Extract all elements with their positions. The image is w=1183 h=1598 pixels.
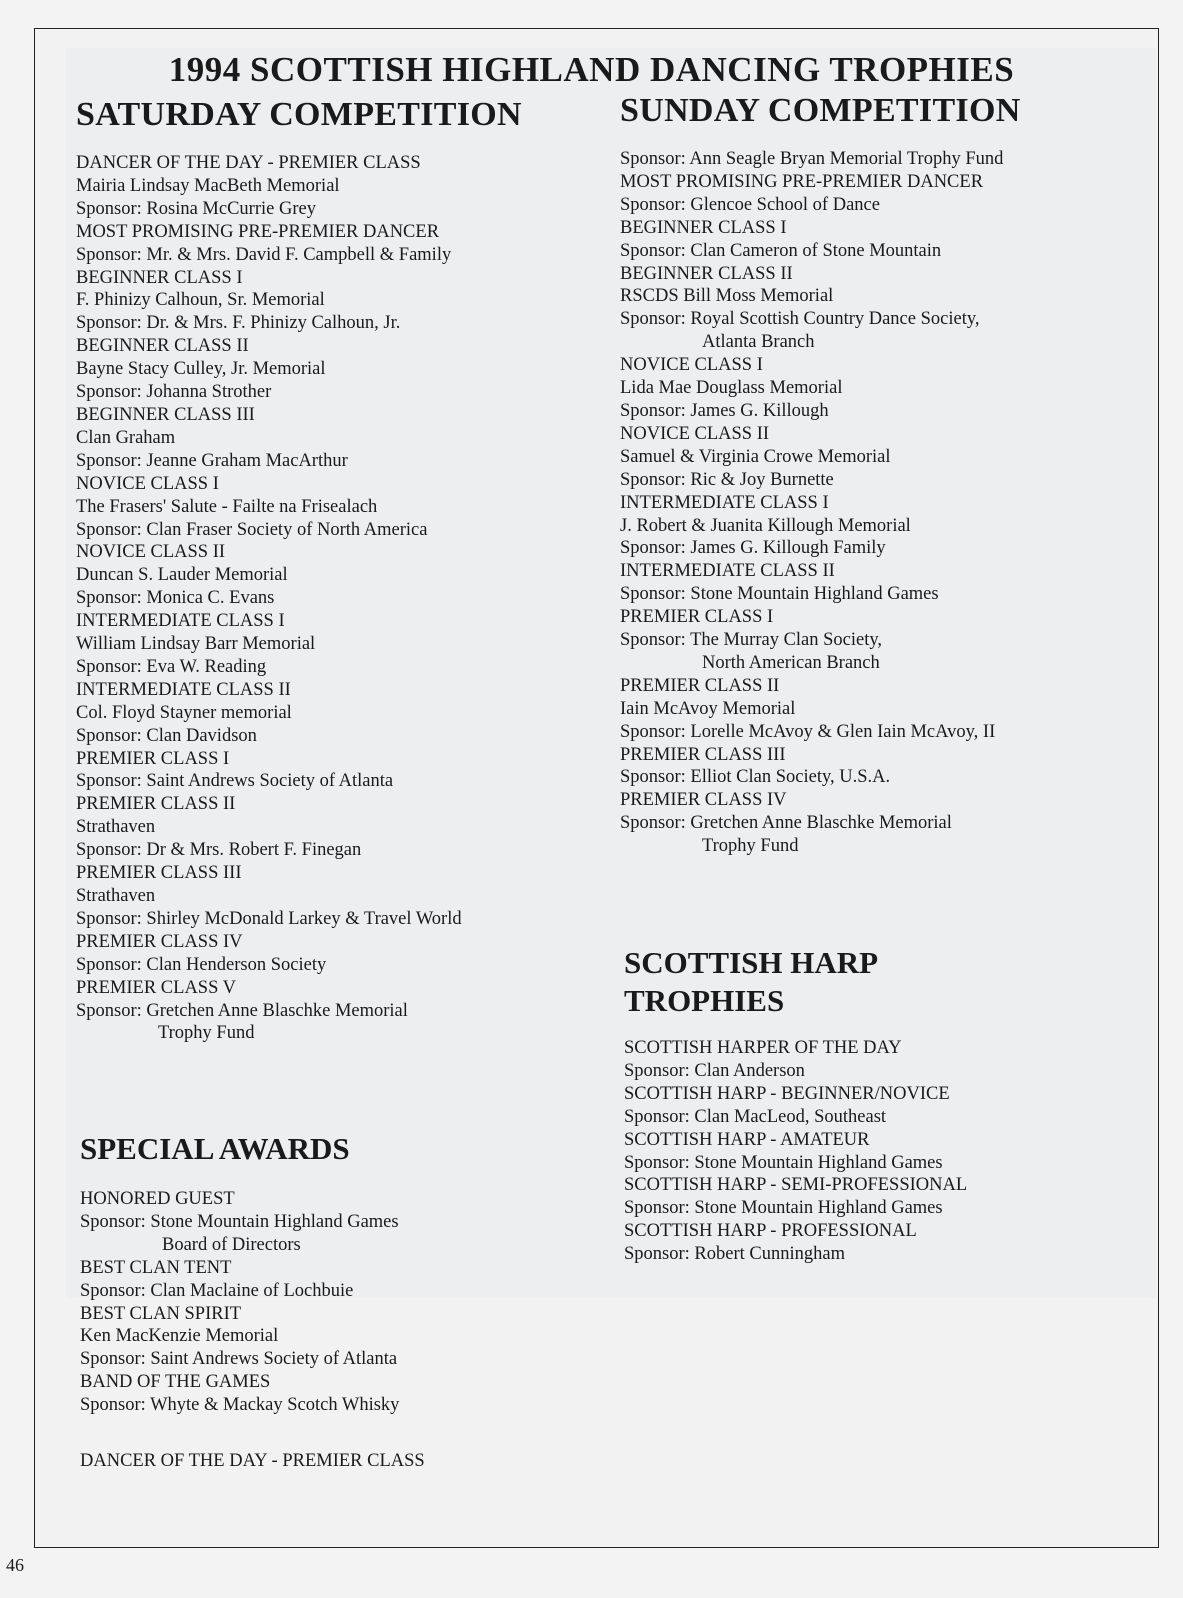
saturday-line: Col. Floyd Stayner memorial: [76, 702, 292, 723]
saturday-line: William Lindsay Barr Memorial: [76, 634, 316, 655]
harp-line: SCOTTISH HARP - SEMI-PROFESSIONAL: [624, 1175, 968, 1196]
sunday-list: [620, 148, 1021, 858]
sunday-line: PREMIER CLASS II: [620, 675, 780, 696]
saturday-line: PREMIER CLASS V: [76, 977, 237, 998]
saturday-line: Sponsor: Eva W. Reading: [76, 656, 267, 677]
special-line: Sponsor: Stone Mountain Highland Games: [80, 1211, 399, 1232]
saturday-line: PREMIER CLASS I: [76, 748, 230, 769]
sunday-line: Sponsor: Glencoe School of Dance: [620, 194, 880, 215]
saturday-line: The Frasers' Salute - Failte na Frisealach: [76, 496, 378, 517]
saturday-line: Sponsor: Clan Davidson: [76, 725, 257, 746]
saturday-line: Sponsor: Clan Fraser Society of North America: [76, 519, 428, 540]
saturday-line: F. Phinizy Calhoun, Sr. Memorial: [76, 290, 325, 311]
saturday-line: PREMIER CLASS II: [76, 794, 236, 815]
special-awards-section: [80, 1130, 425, 1473]
page-title: 1994 SCOTTISH HIGHLAND DANCING TROPHIES: [168, 50, 1015, 89]
saturday-line: BEGINNER CLASS III: [76, 404, 255, 425]
special-line: Board of Directors: [162, 1234, 301, 1255]
sunday-heading: SUNDAY COMPETITION: [620, 92, 1021, 129]
sunday-line: Trophy Fund: [702, 836, 799, 857]
harp-line: Sponsor: Stone Mountain Highland Games: [624, 1152, 943, 1173]
special-footer-line: DANCER OF THE DAY - PREMIER CLASS: [80, 1451, 425, 1472]
harp-line: SCOTTISH HARP - BEGINNER/NOVICE: [624, 1083, 950, 1104]
harp-list: [624, 1037, 967, 1266]
special-line: Ken MacKenzie Memorial: [80, 1326, 279, 1347]
special-line: Sponsor: Whyte & Mackay Scotch Whisky: [80, 1395, 400, 1416]
saturday-line: Duncan S. Lauder Memorial: [76, 565, 288, 586]
saturday-line: Sponsor: Gretchen Anne Blaschke Memorial: [76, 1000, 408, 1021]
sunday-line: Lida Mae Douglass Memorial: [620, 378, 843, 399]
saturday-line: Clan Graham: [76, 427, 176, 448]
sunday-line: NOVICE CLASS I: [620, 355, 763, 376]
harp-line: SCOTTISH HARP - AMATEUR: [624, 1129, 870, 1150]
special-line: BAND OF THE GAMES: [80, 1372, 271, 1393]
harp-heading-line1: SCOTTISH HARP: [624, 945, 879, 980]
saturday-line: NOVICE CLASS II: [76, 542, 226, 563]
sunday-line: North American Branch: [702, 652, 880, 673]
harp-line: Sponsor: Clan Anderson: [624, 1060, 805, 1081]
sunday-line: MOST PROMISING PRE-PREMIER DANCER: [620, 171, 984, 192]
saturday-line: BEGINNER CLASS I: [76, 267, 243, 288]
sunday-line: Sponsor: James G. Killough: [620, 400, 829, 421]
sunday-line: Sponsor: Ric & Joy Burnette: [620, 469, 834, 490]
sunday-line: J. Robert & Juanita Killough Memorial: [620, 515, 911, 536]
harp-section: [624, 944, 967, 1266]
saturday-line: Trophy Fund: [158, 1023, 255, 1044]
saturday-line: Sponsor: Dr. & Mrs. F. Phinizy Calhoun, Jr.: [76, 313, 401, 334]
sunday-line: Sponsor: Clan Cameron of Stone Mountain: [620, 240, 942, 261]
sunday-line: NOVICE CLASS II: [620, 423, 770, 444]
special-awards-heading: SPECIAL AWARDS: [80, 1131, 350, 1166]
saturday-line: Bayne Stacy Culley, Jr. Memorial: [76, 359, 326, 380]
saturday-line: MOST PROMISING PRE-PREMIER DANCER: [76, 221, 440, 242]
sunday-line: BEGINNER CLASS II: [620, 263, 793, 284]
saturday-line: Sponsor: Jeanne Graham MacArthur: [76, 450, 348, 471]
sunday-line: INTERMEDIATE CLASS I: [620, 492, 829, 513]
sunday-line: Sponsor: James G. Killough Family: [620, 538, 886, 559]
sunday-line: Iain McAvoy Memorial: [620, 698, 796, 719]
special-line: Sponsor: Saint Andrews Society of Atlanta: [80, 1349, 398, 1370]
special-line: BEST CLAN TENT: [80, 1257, 232, 1278]
saturday-line: NOVICE CLASS I: [76, 473, 219, 494]
harp-line: Sponsor: Clan MacLeod, Southeast: [624, 1106, 887, 1127]
harp-heading-line2: TROPHIES: [624, 983, 785, 1018]
sunday-line: Sponsor: Elliot Clan Society, U.S.A.: [620, 767, 891, 788]
special-line: BEST CLAN SPIRIT: [80, 1303, 242, 1324]
sunday-line: Sponsor: Ann Seagle Bryan Memorial Trophy Fund: [620, 149, 1004, 169]
saturday-line: Sponsor: Johanna Strother: [76, 382, 272, 403]
sunday-line: PREMIER CLASS IV: [620, 790, 787, 811]
saturday-line: BEGINNER CLASS II: [76, 336, 249, 357]
saturday-line: INTERMEDIATE CLASS II: [76, 679, 291, 700]
saturday-line: Sponsor: Clan Henderson Society: [76, 954, 327, 975]
sunday-line: INTERMEDIATE CLASS II: [620, 561, 835, 582]
special-line: HONORED GUEST: [80, 1189, 235, 1209]
sunday-line: Sponsor: Gretchen Anne Blaschke Memorial: [620, 813, 952, 834]
saturday-line: INTERMEDIATE CLASS I: [76, 611, 285, 632]
sunday-line: RSCDS Bill Moss Memorial: [620, 286, 834, 307]
saturday-line: Strathaven: [76, 886, 156, 906]
sunday-section: [620, 94, 1021, 858]
sunday-line: PREMIER CLASS I: [620, 607, 774, 628]
sunday-line: Samuel & Virginia Crowe Memorial: [620, 446, 891, 467]
harp-line: Sponsor: Robert Cunningham: [624, 1244, 845, 1265]
harp-line: SCOTTISH HARP - PROFESSIONAL: [624, 1221, 917, 1242]
saturday-line: PREMIER CLASS III: [76, 863, 242, 884]
saturday-line: Sponsor: Shirley McDonald Larkey & Travel World: [76, 908, 462, 929]
saturday-list: [76, 152, 522, 1045]
harp-line: Sponsor: Stone Mountain Highland Games: [624, 1198, 943, 1219]
sunday-line: BEGINNER CLASS I: [620, 217, 787, 238]
sunday-line: Sponsor: Royal Scottish Country Dance Society,: [620, 309, 980, 330]
saturday-line: Sponsor: Monica C. Evans: [76, 588, 275, 609]
saturday-line: Sponsor: Saint Andrews Society of Atlanta: [76, 771, 394, 792]
saturday-line: Mairia Lindsay MacBeth Memorial: [76, 175, 340, 196]
saturday-line: Sponsor: Mr. & Mrs. David F. Campbell & Family: [76, 244, 452, 265]
saturday-line: Sponsor: Dr & Mrs. Robert F. Finegan: [76, 840, 362, 861]
sunday-line: Atlanta Branch: [702, 332, 815, 353]
harp-line: SCOTTISH HARPER OF THE DAY: [624, 1038, 902, 1058]
saturday-heading: SATURDAY COMPETITION: [76, 96, 522, 133]
sunday-line: Sponsor: The Murray Clan Society,: [620, 630, 883, 651]
page-number: 46: [6, 1555, 24, 1575]
saturday-line: Strathaven: [76, 817, 156, 838]
saturday-line: PREMIER CLASS IV: [76, 931, 243, 952]
saturday-line: DANCER OF THE DAY - PREMIER CLASS: [76, 153, 421, 173]
sunday-line: PREMIER CLASS III: [620, 744, 786, 765]
sunday-line: Sponsor: Lorelle McAvoy & Glen Iain McAvoy, II: [620, 721, 996, 742]
sunday-line: Sponsor: Stone Mountain Highland Games: [620, 584, 939, 605]
saturday-line: Sponsor: Rosina McCurrie Grey: [76, 198, 316, 219]
special-line: Sponsor: Clan Maclaine of Lochbuie: [80, 1280, 354, 1301]
saturday-section: [76, 98, 522, 1045]
special-awards-list: [80, 1188, 425, 1417]
